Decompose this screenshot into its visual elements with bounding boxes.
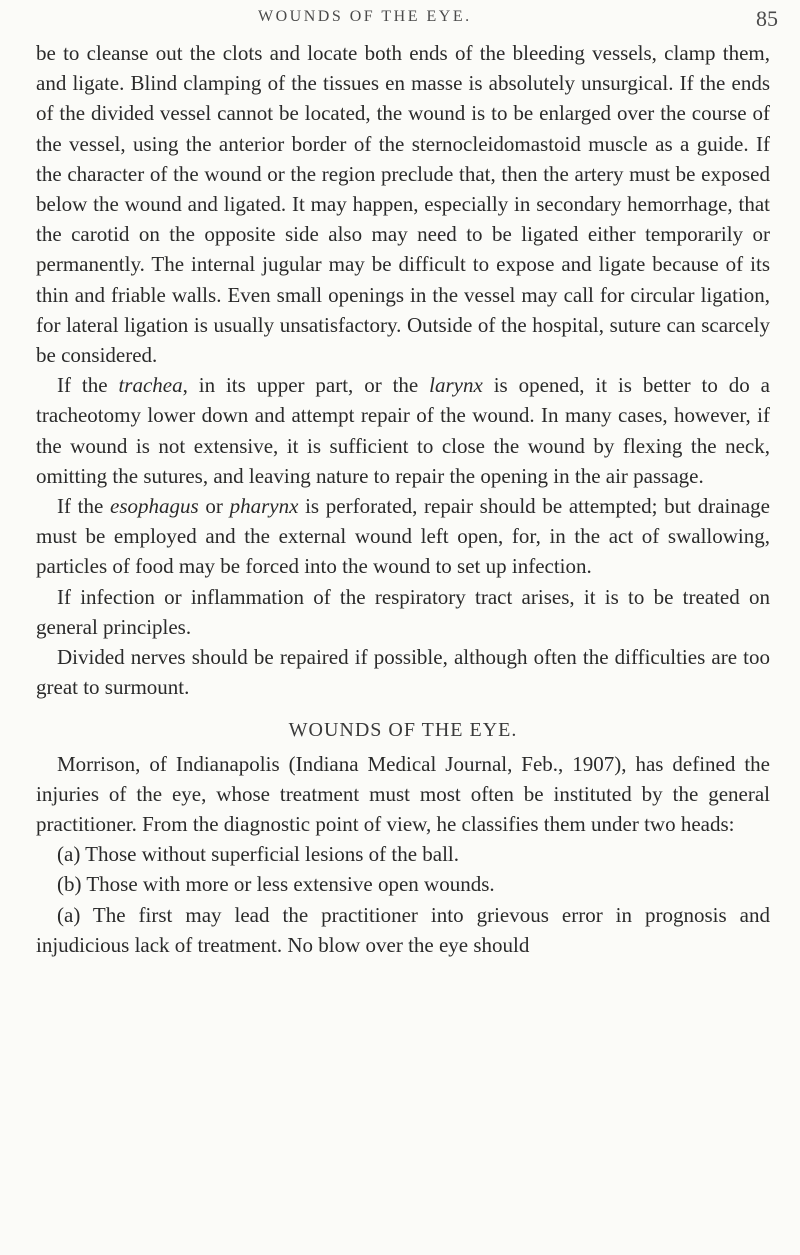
running-head (0, 8, 800, 40)
text-run: is opened, it is better to do a tracheotomy lower down and attempt repair of the wound. In many cases, however, if the wound is not extensive, it is sufficient to close the wound by flexing the neck, omitting the sutures, and leaving nature to repair the opening in the air passage. (36, 373, 770, 488)
italic-term-larynx: larynx (429, 373, 483, 398)
text-run: or (198, 494, 230, 519)
section-heading: WOUNDS OF THE EYE. (288, 719, 518, 742)
italic-term-pharynx: pharynx (229, 494, 299, 519)
text-run: If the (57, 373, 119, 398)
paragraph-nerves: Divided nerves should be repaired if possible, although often the difficulties are too great to surmount. (36, 645, 770, 700)
text-run: If the (57, 494, 111, 519)
running-title: WOUNDS OF THE EYE. (258, 8, 472, 25)
paragraph-morrison: Morrison, of Indianapolis (Indiana Medical Journal, Feb., 1907), has defined the injuries of the eye, whose treatment must most often be instituted by the general practitioner. From the diagnostic point of view, he classifies them under two heads: (36, 751, 770, 837)
italic-term-trachea: trachea (118, 373, 183, 398)
list-item-a: (a) Those without superficial lesions of the ball. (57, 842, 460, 867)
paragraph-esophagus (36, 491, 770, 582)
paragraph-trachea (36, 370, 770, 491)
body-text (36, 38, 770, 960)
paragraph-first-class: (a) The first may lead the practitioner into grievous error in prognosis and injudicious lack of treatment. No blow over the eye should (36, 902, 770, 957)
text-run: , in its upper part, or the (182, 373, 430, 398)
paragraph-carotid-ligation: be to cleanse out the clots and locate both ends of the bleeding vessels, clamp them, and ligate. Blind clamping of the tissues en masse is absolutely unsurgical. If the ends of the divided vessel cannot be located, the wound is to be enlarged over the course of the vessel, using the anterior border of the sternocleidomastoid muscle as a guide. If the character of the wound or the region preclude that, then the artery must be exposed below the wound and ligated. It may happen, especially in secondary hemorrhage, that the carotid on the opposite side also may need to be ligated either temporarily or permanently. The internal jugular may be difficult to expose and ligate because of its thin and friable walls. Even small openings in the vessel may call for circular ligation, for lateral ligation is usually unsatisfactory. Outside of the hospital, suture can scarcely be considered. (36, 41, 770, 368)
page-number: 85 (756, 6, 778, 31)
text-run: is perforated, repair should be attempted; but drainage must be employed and the external wound left open, for, in the act of swallowing, particles of food may be forced into the wound to set up infection. (36, 494, 770, 579)
list-item-b: (b) Those with more or less extensive open wounds. (57, 872, 495, 897)
paragraph-infection: If infection or inflammation of the respiratory tract arises, it is to be treated on general principles. (36, 584, 770, 639)
italic-term-esophagus: esophagus (110, 494, 199, 519)
